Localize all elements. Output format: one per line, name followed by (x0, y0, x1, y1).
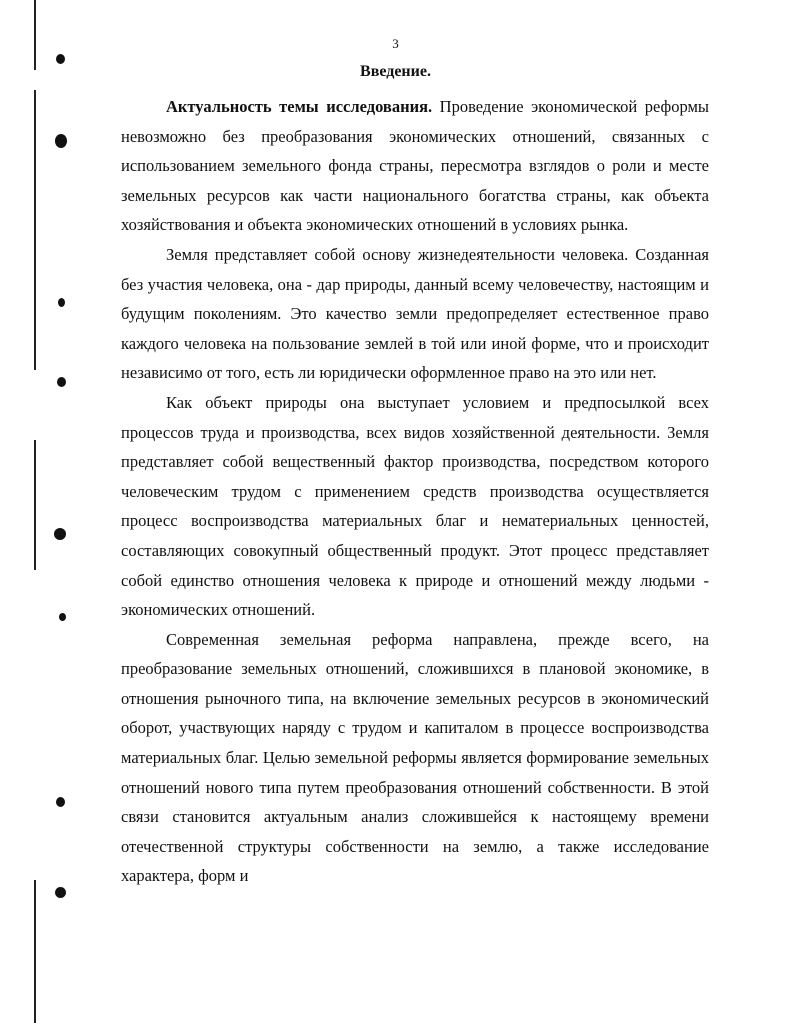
binding-margin-line (34, 440, 36, 570)
paragraph-text: Проведение экономической реформы невозможно без преобразования экономических отношений, связанных с использованием земельного фонда страны, пересмотра взглядов о роли и месте земельных ресурсов как части национального богатства страны, как объекта хозяйствования и объекта экономических отношений в условиях рынка. (121, 97, 710, 235)
binding-hole-mark (58, 298, 65, 307)
binding-hole-mark (54, 528, 66, 540)
binding-hole-mark (55, 134, 67, 148)
binding-margin-line (34, 90, 36, 370)
binding-hole-mark (56, 797, 65, 807)
binding-hole-mark (57, 377, 66, 387)
paragraph: Современная земельная реформа направлена, прежде всего, на преобразование земельных отношений, сложившихся в плановой экономике, в отношения рыночного типа, на включение земельных ресурсов в экономический оборот, участвующих наряду с трудом и капиталом в процессе воспроизводства материальных благ. Целью земельной реформы является формирование земельных отношений нового типа путем преобразования отношений собственности. В этой связи становится актуальным анализ сложившейся к настоящему времени отечественной структуры собственности на землю, а также исследование характера, форм и (121, 629, 709, 886)
binding-margin-line (34, 0, 36, 70)
paragraph: Как объект природы она выступает условием и предпосылкой всех процессов труда и производства, всех видов хозяйственной деятельности. Земля представляет собой вещественный фактор производства, посредством которого человеческим трудом с применением средств производства осуществляется процесс воспроизводства материальных благ и нематериальных ценностей, составляющих совокупный общественный продукт. Этот процесс представляет собой единство отношения человека к природе и отношений между людьми - экономических отношений. (121, 392, 709, 620)
paragraph: Земля представляет собой основу жизнедеятельности человека. Созданная без участия человека, она - дар природы, данный всему человечеству, настоящим и будущим поколениям. Это качество земли предопределяет естественное право каждого человека на пользование землей в той или иной форме, что и происходит независимо от того, есть ли юридически оформленное право на это или нет. (121, 244, 709, 383)
section-title: Введение. (360, 63, 431, 80)
paragraph (121, 92, 709, 240)
page-number: 3 (392, 36, 399, 51)
binding-hole-mark (59, 613, 66, 621)
binding-margin-line (34, 880, 36, 1023)
binding-hole-mark (55, 887, 66, 898)
paragraph-lead: Актуальность темы исследования. (166, 97, 433, 116)
body-text (121, 92, 709, 891)
